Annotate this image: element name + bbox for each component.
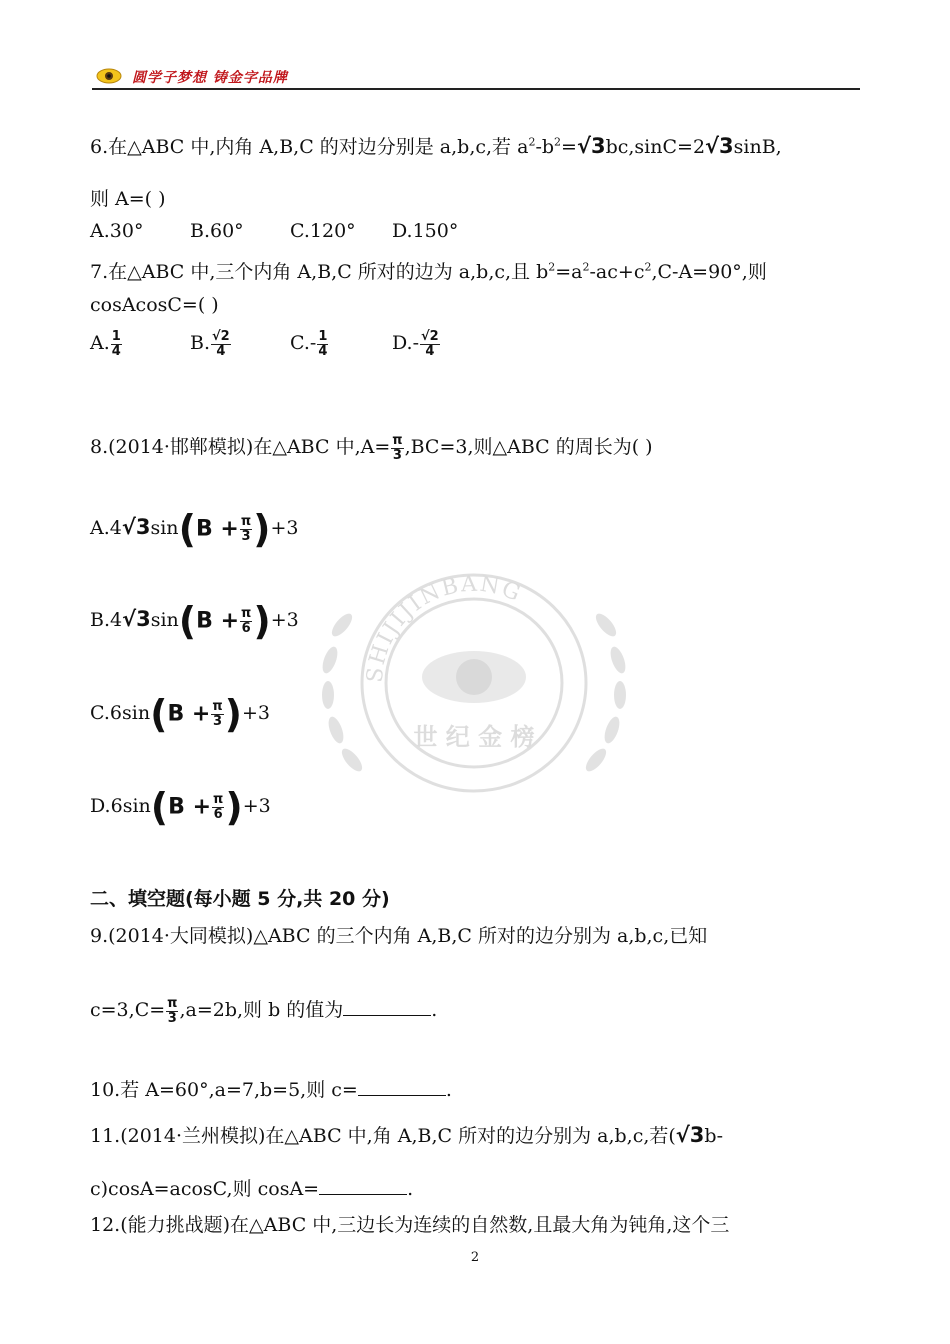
sin-text: sin [150, 609, 179, 631]
q6-line1 [90, 132, 782, 159]
eye-logo-icon [96, 68, 122, 84]
numerator: π [392, 432, 403, 448]
option-label: B. [190, 332, 211, 355]
q12-line1: 12.(能力挑战题)在△ABC 中,三边长为连续的自然数,且最大角为钝角,这个三 [90, 1214, 730, 1236]
q6-sup: 2 [528, 135, 536, 149]
paren-open: ( [178, 599, 197, 643]
sin-text: sin [122, 795, 151, 817]
q6-text: bc,sinC=2 [605, 136, 706, 158]
denominator: 3 [167, 1010, 177, 1026]
watermark-emblem [272, 565, 676, 801]
sqrt3: √3 [122, 607, 151, 631]
watermark-arc-text: SHIJIJINBANG [362, 571, 526, 684]
q9-text: c=3,C= [90, 999, 166, 1021]
option-label: C.6 [90, 702, 122, 724]
plus-three: +3 [270, 517, 299, 539]
b-plus: B + [195, 516, 239, 542]
fraction [420, 330, 440, 358]
q7-text: ,C-A=90°,则 [651, 261, 767, 283]
sqrt3: √3 [121, 515, 151, 539]
paren-open: ( [178, 507, 196, 551]
q11-line1 [90, 1121, 723, 1148]
paren-close: ) [253, 507, 271, 551]
q6-sup: 2 [554, 135, 562, 149]
paren-close: ) [224, 692, 242, 736]
option-label: D.- [392, 332, 420, 355]
section-heading: 二、填空题(每小题 5 分,共 20 分) [90, 888, 390, 910]
fraction [211, 330, 231, 358]
denominator: 3 [212, 713, 222, 729]
q9-period: . [431, 999, 438, 1021]
denominator: 6 [213, 806, 223, 822]
plus-three: +3 [242, 702, 271, 724]
numerator: √2 [212, 329, 230, 344]
sin-text: sin [150, 517, 179, 539]
answer-blank[interactable] [319, 1176, 407, 1195]
sqrt3: √3 [576, 134, 606, 158]
denominator: 4 [425, 343, 435, 359]
option-label: B.4 [90, 609, 123, 631]
fraction [111, 330, 122, 358]
denominator: 6 [241, 620, 251, 636]
q11-text: c)cosA=acosC,则 cosA= [90, 1178, 320, 1200]
fraction [240, 515, 252, 543]
b-plus: B + [196, 608, 240, 634]
denominator: 4 [111, 343, 121, 359]
q6-option-c: C.120° [290, 220, 356, 242]
q9-text: ,a=2b,则 b 的值为 [179, 999, 344, 1021]
q7-sup: 2 [582, 260, 590, 274]
q7-option-b [190, 330, 232, 358]
q7-text: -ac+c [589, 261, 645, 283]
numerator: π [213, 791, 224, 807]
numerator: 1 [111, 329, 121, 344]
fraction [317, 330, 328, 358]
q7-option-c [290, 330, 329, 358]
numerator: π [241, 605, 252, 621]
q11-text: 11.(2014·兰州模拟)在△ABC 中,角 A,B,C 所对的边分别为 a,b,c,若( [90, 1125, 676, 1147]
denominator: 3 [392, 447, 402, 463]
q7-option-d [392, 330, 441, 358]
q6-text: 6.在△ABC 中,内角 A,B,C 的对边分别是 a,b,c,若 a [90, 136, 529, 158]
q8-text: 8.(2014·邯郸模拟)在△ABC 中,A= [90, 436, 391, 458]
option-label: C.- [290, 332, 317, 355]
option-label: A.4 [90, 517, 122, 539]
numerator: π [240, 513, 252, 529]
q11-period: . [407, 1178, 414, 1200]
fraction [212, 793, 224, 821]
numerator: 1 [318, 329, 328, 344]
page-number: 2 [470, 1250, 480, 1265]
q6-option-a: A.30° [90, 220, 144, 242]
watermark-chinese-text: 世 纪 金 榜 [413, 723, 535, 751]
paren-close: ) [225, 785, 243, 829]
q8-text: ,BC=3,则△ABC 的周长为( ) [404, 436, 653, 458]
numerator: π [167, 995, 178, 1011]
plus-three: +3 [270, 609, 299, 631]
paren-open: ( [150, 785, 169, 829]
q9-line2 [90, 995, 437, 1025]
q6-text: = [561, 136, 577, 158]
page-header [92, 66, 860, 90]
option-label: D.6 [90, 795, 123, 817]
q7-text: =a [555, 261, 583, 283]
q7-sup: 2 [644, 260, 652, 274]
header-brand-text: 圆学子梦想 铸金字品牌 [132, 70, 288, 86]
q8-line1 [90, 432, 653, 462]
q7-option-a [90, 330, 123, 358]
q10-period: . [445, 1079, 452, 1101]
q7-text: 7.在△ABC 中,三个内角 A,B,C 所对的边为 a,b,c,且 b [90, 261, 549, 283]
q7-line1 [90, 257, 767, 284]
denominator: 4 [318, 343, 328, 359]
q11-line2 [90, 1174, 413, 1201]
q8-option-d [90, 785, 271, 829]
q11-text: b- [704, 1125, 724, 1147]
b-plus: B + [167, 701, 211, 727]
q6-option-d: D.150° [392, 220, 459, 242]
q7-line2: cosAcosC=( ) [90, 294, 219, 316]
answer-blank[interactable] [358, 1077, 446, 1096]
q6-text: -b [535, 136, 555, 158]
paren-close: ) [253, 599, 271, 643]
q10-text: 10.若 A=60°,a=7,b=5,则 c= [90, 1079, 358, 1101]
fraction [240, 607, 252, 635]
denominator: 3 [241, 528, 251, 544]
paren-open: ( [150, 692, 168, 736]
q10-line [90, 1075, 452, 1102]
q8-option-a [90, 507, 299, 551]
sin-text: sin [122, 702, 151, 724]
q6-line2: 则 A=( ) [90, 188, 166, 210]
q6-option-b: B.60° [190, 220, 244, 242]
answer-blank[interactable] [343, 997, 431, 1016]
b-plus: B + [168, 794, 212, 820]
q6-text: sinB, [733, 136, 782, 158]
q8-option-c [90, 692, 271, 736]
sqrt3: √3 [705, 134, 734, 158]
fraction [391, 434, 403, 462]
q7-sup: 2 [548, 260, 556, 274]
fraction [166, 997, 178, 1025]
numerator: √2 [421, 329, 439, 344]
q8-option-b [90, 599, 299, 643]
fraction [211, 700, 223, 728]
q9-line1: 9.(2014·大同模拟)△ABC 的三个内角 A,B,C 所对的边分别为 a,b,c,已知 [90, 925, 708, 947]
sqrt3: √3 [675, 1123, 705, 1147]
denominator: 4 [216, 343, 226, 359]
option-label: A. [90, 332, 110, 355]
plus-three: +3 [242, 795, 271, 817]
numerator: π [212, 698, 223, 714]
